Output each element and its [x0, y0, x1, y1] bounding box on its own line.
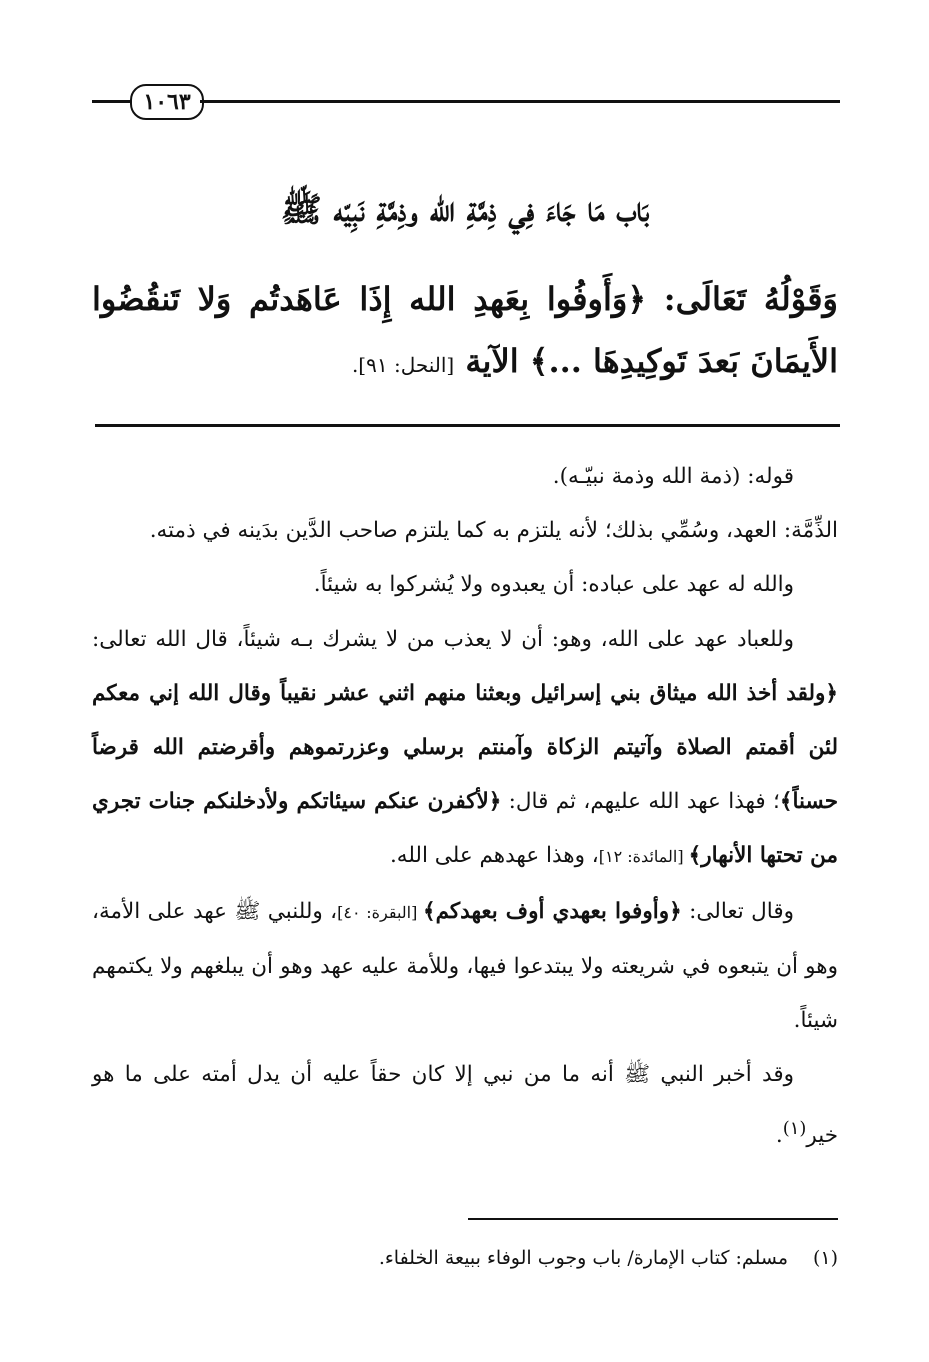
footnote-number: (١)	[812, 1247, 838, 1269]
paragraph-5-end: ، وللنبي ﷺ عهد على الأمة، وهو أن يتبعوه في شريعته ولا يبتدعوا فيها، وللأمة عليه عهد وهو أن يبلغهم ولا يكتمهم شيئاً.	[92, 898, 838, 1034]
commentary-body	[92, 450, 838, 1164]
header-rule-right	[200, 100, 840, 103]
reference-baqarah: [البقرة: ٤٠]	[337, 902, 424, 922]
paragraph-4	[92, 613, 838, 885]
paragraph-2: الذِّمَّة: العهد، وسُمِّي بذلك؛ لأنه يلتزم به كما يلتزم صاحب الدَّين بدَينه في ذمته.	[149, 518, 838, 544]
footnote-divider	[468, 1218, 838, 1220]
section-divider	[95, 424, 840, 427]
paragraph-5	[92, 885, 838, 1049]
quran-quote-maidah-2: ﴿لأكفرن عنكم سيئاتكم ولأدخلنكم جنات تجري من تحتها الأنهار﴾	[92, 789, 838, 869]
quran-quote-baqarah: ﴿وأوفوا بعهدي أوف بعهدكم﴾	[423, 898, 682, 924]
reference-maidah: [المائدة: ١٢]	[598, 847, 689, 867]
verse-line-1: وَقَوْلُهُ تَعَالَى: ﴿وَأَوفُوا بِعَهدِ الله إِذَا عَاهَدتُم وَلا تَنقُضُوا الأَيمَانَ بَعدَ	[92, 280, 838, 380]
page-number: ١٠٦٣	[130, 84, 204, 120]
paragraph-6-end: .	[775, 1123, 783, 1149]
quran-quote-maidah: ﴿ولقد أخذ الله ميثاق بني إسرائيل وبعثنا منهم اثني عشر نقيباً وقال الله إني معكم لئن أقمتم الصلاة وآتيتم الزكاة وآمنتم برسلي وعزرتموهم وأقرضتم الله قرضاً حسناً﴾	[92, 680, 838, 815]
chapter-title: بَاب مَا جَاءَ فِي ذِمَّةِ الله وذِمَّةِ نَبِيّه ﷺ	[280, 190, 650, 230]
verse-reference: [النحل: ٩١].	[351, 353, 455, 377]
paragraph-4-end: ، وهذا عهدهم على الله.	[389, 843, 599, 869]
paragraph-4-mid: ؛ فهذا عهد الله عليهم، ثم قال:	[501, 789, 780, 815]
footnote-marker[interactable]: (١)	[782, 1118, 807, 1140]
chapter-verse	[92, 268, 838, 396]
verse-line-2: تَوكِيدِهَا ...﴾ الآية	[465, 342, 687, 380]
paragraph-4-start: وللعباد عهد على الله، وهو: أن لا يعذب من لا يشرك بـه شيئاً، قال الله تعالى:	[92, 626, 794, 652]
footnote-text: مسلم: كتاب الإمارة/ باب وجوب الوفاء ببيعة الخلفاء.	[378, 1247, 788, 1269]
paragraph-6-text: وقد أخبر النبي ﷺ أنه ما من نبي إلا كان حقاً عليه أن يدل أمته على ما هو خير	[92, 1062, 838, 1149]
paragraph-1: قوله: (ذمة الله وذمة نبيّـه).	[552, 464, 794, 489]
paragraph-5-start: وقال تعالى:	[681, 898, 794, 924]
paragraph-6	[92, 1048, 838, 1164]
paragraph-3: والله له عهد على عباده: أن يعبدوه ولا يُشركوا به شيئاً.	[313, 572, 794, 598]
header-rule-left	[92, 100, 130, 103]
footnote-1	[92, 1240, 838, 1276]
